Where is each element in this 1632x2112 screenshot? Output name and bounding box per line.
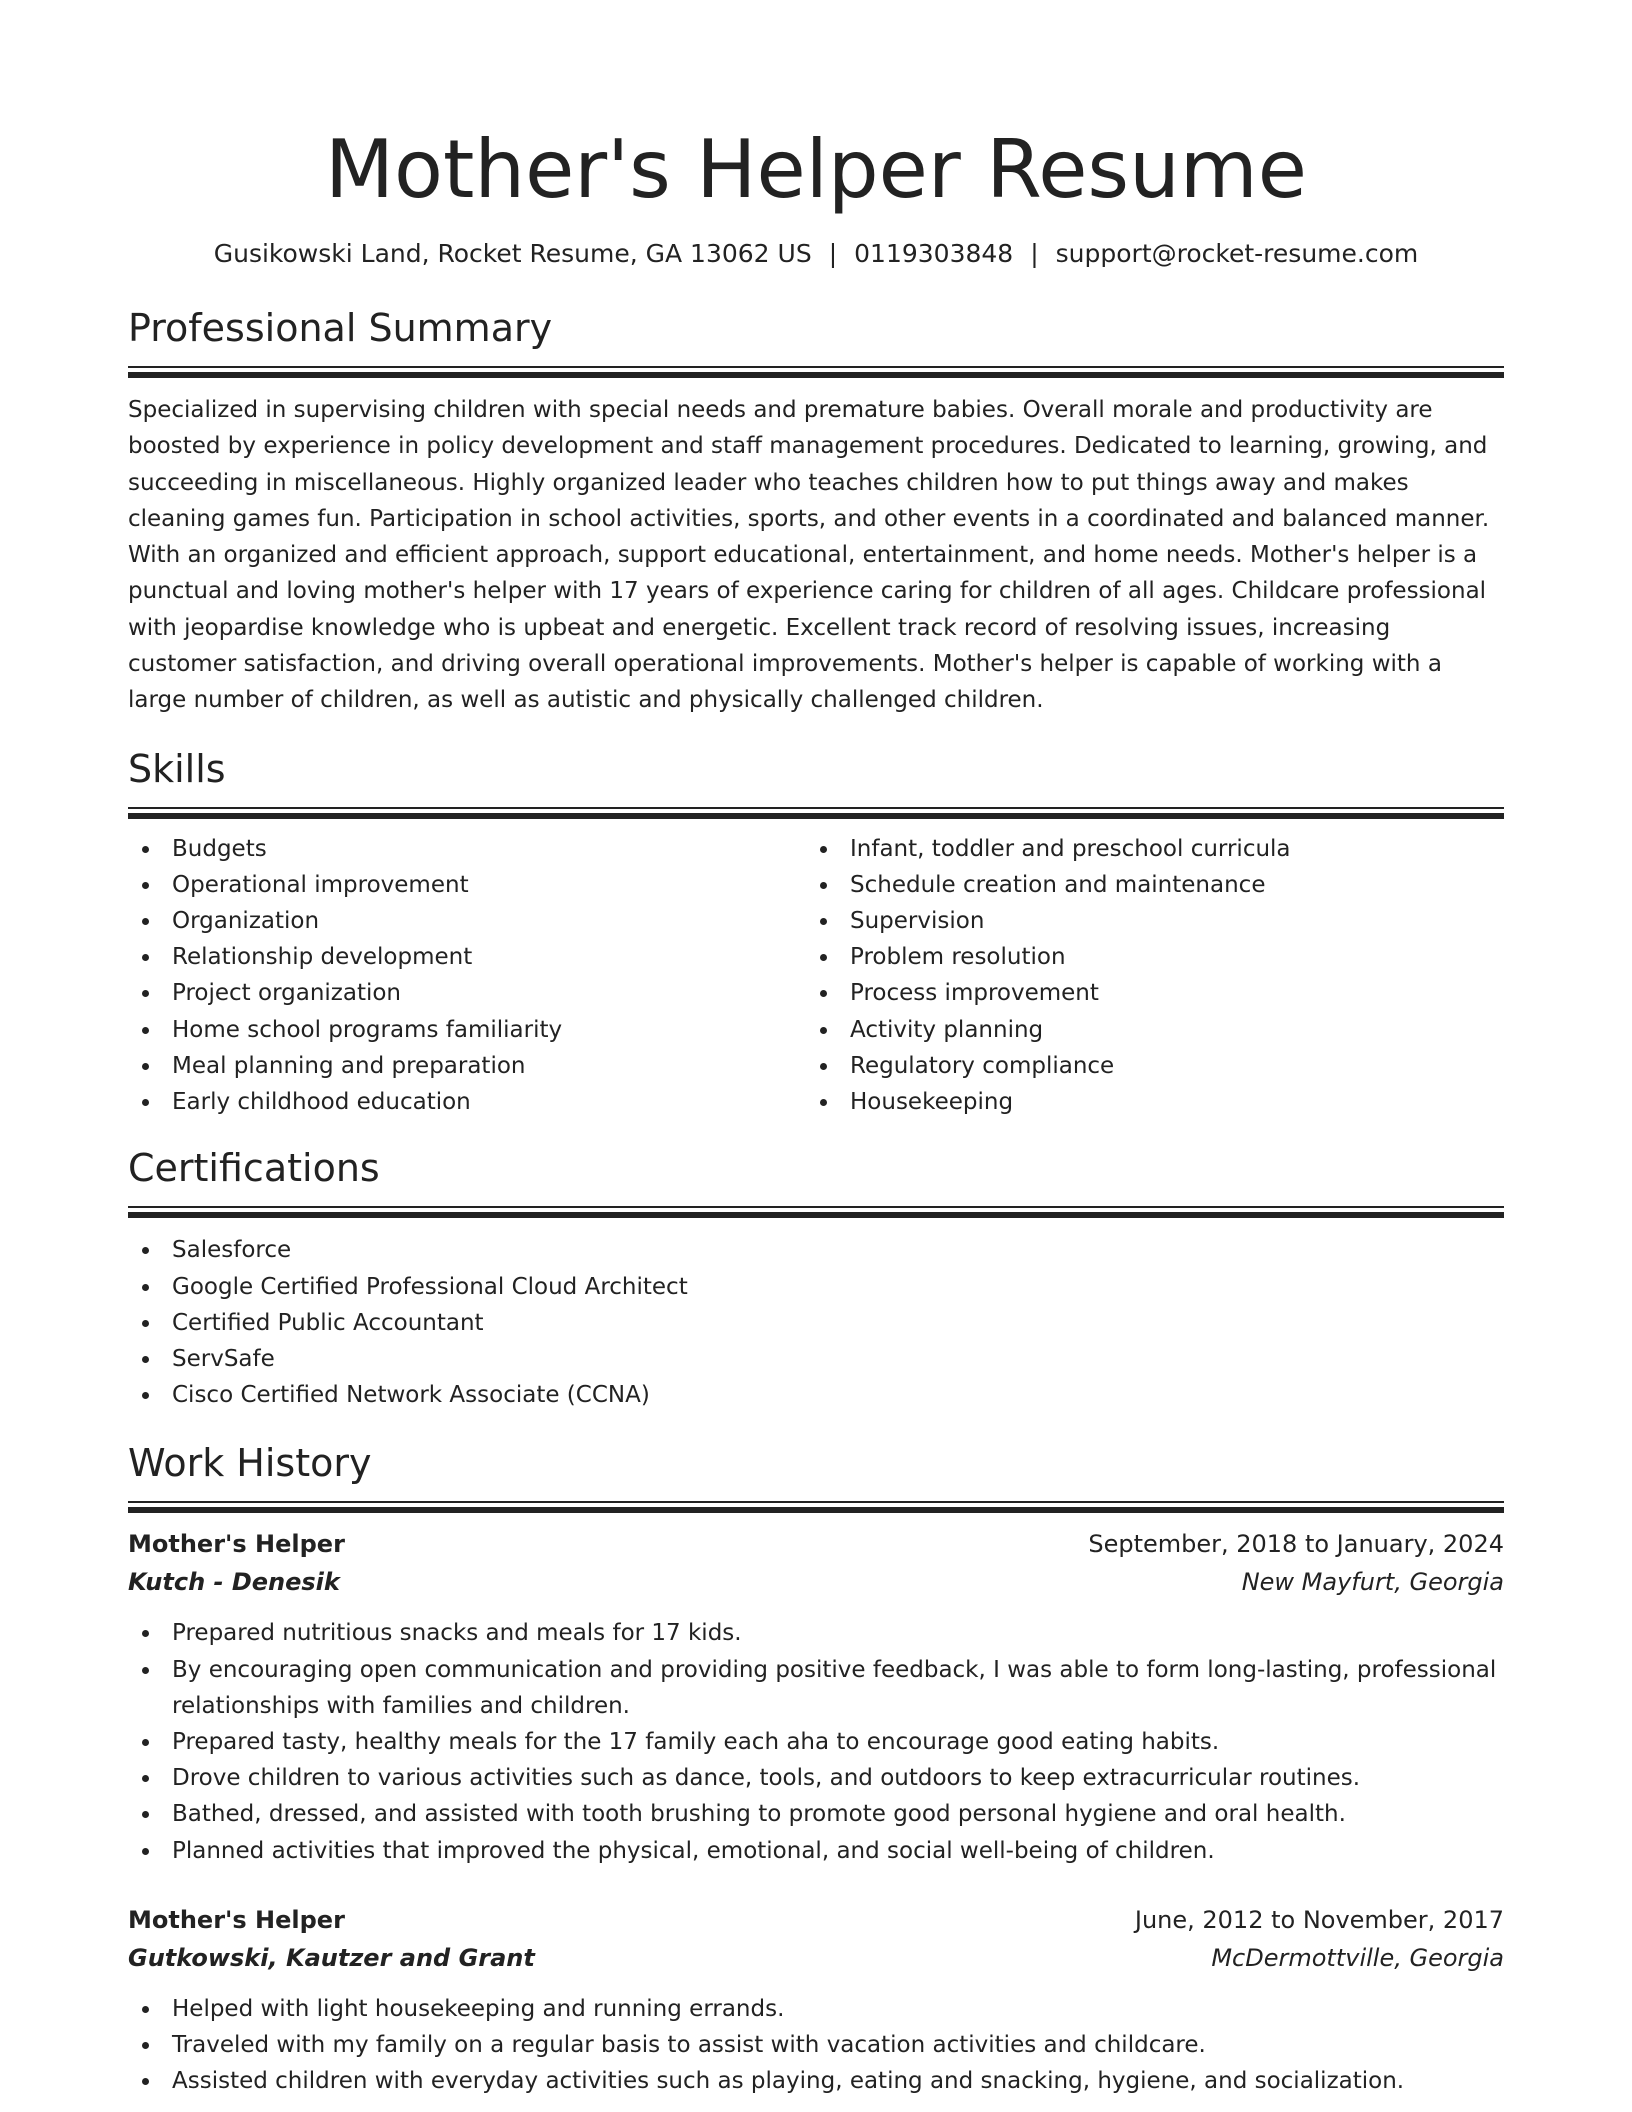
job-duty-item: Bathed, dressed, and assisted with tooth brushing to promote good personal hygiene and oral health.: [128, 1796, 1504, 1832]
resume-title: Mother's Helper Resume: [325, 123, 1307, 216]
resume-page: [128, 0, 1504, 2099]
email: support@rocket-resume.com: [1055, 239, 1419, 268]
skill-item: Project organization: [128, 975, 806, 1011]
address: Gusikowski Land, Rocket Resume, GA 13062 US: [213, 239, 812, 268]
skill-item: Relationship development: [128, 939, 806, 975]
job-location: McDermottville, Georgia: [1211, 1943, 1504, 1972]
skill-item: Organization: [128, 903, 806, 939]
separator: |: [828, 239, 838, 268]
job-entry: [128, 1901, 1504, 2100]
certification-item: Google Certified Professional Cloud Architect: [128, 1269, 1504, 1305]
job-dates: September, 2018 to January, 2024: [1088, 1530, 1504, 1559]
certification-item: ServSafe: [128, 1341, 1504, 1377]
skills-column-left: [128, 831, 806, 1121]
skill-item: Operational improvement: [128, 867, 806, 903]
section-divider: [128, 1501, 1504, 1513]
job-duty-item: Prepared tasty, healthy meals for the 17 family each aha to encourage good eating habits.: [128, 1724, 1504, 1760]
certifications-section: [128, 1144, 1504, 1413]
job-duties-list: [128, 1991, 1504, 2100]
skill-item: Early childhood education: [128, 1084, 806, 1120]
job-duty-item: Assisted children with everyday activities such as playing, eating and snacking, hygiene, and socialization.: [128, 2063, 1504, 2099]
skill-item: Schedule creation and maintenance: [806, 867, 1484, 903]
section-heading-summary: Professional Summary: [128, 306, 553, 350]
job-entry: [128, 1525, 1504, 1868]
skill-item: Supervision: [806, 903, 1484, 939]
phone: 0119303848: [854, 239, 1014, 268]
skills-grid: [128, 831, 1504, 1121]
job-location: New Mayfurt, Georgia: [1241, 1568, 1504, 1597]
job-duty-item: Drove children to various activities such as dance, tools, and outdoors to keep extracurricular routines.: [128, 1760, 1504, 1796]
skill-item: Housekeeping: [806, 1084, 1484, 1120]
job-title: Mother's Helper: [128, 1530, 345, 1559]
job-duty-item: Helped with light housekeeping and running errands.: [128, 1991, 1504, 2027]
skill-item: Regulatory compliance: [806, 1048, 1484, 1084]
skill-item: Home school programs familiarity: [128, 1012, 806, 1048]
separator: |: [1030, 239, 1039, 268]
skills-column-right: [806, 831, 1484, 1121]
section-heading-certifications: Certifications: [128, 1146, 380, 1191]
job-title: Mother's Helper: [128, 1905, 345, 1934]
skill-item: Process improvement: [806, 975, 1484, 1011]
skills-section: [128, 745, 1504, 1121]
section-divider: [128, 1206, 1504, 1218]
section-heading-work-history: Work History: [128, 1441, 372, 1486]
skill-item: Problem resolution: [806, 939, 1484, 975]
work-history-section: [128, 1439, 1504, 2099]
job-duty-item: Planned activities that improved the physical, emotional, and social well-being of children.: [128, 1833, 1504, 1869]
skill-item: Infant, toddler and preschool curricula: [806, 831, 1484, 867]
job-company: Kutch - Denesik: [128, 1568, 340, 1597]
section-heading-skills: Skills: [128, 746, 226, 791]
section-divider: [128, 807, 1504, 819]
certification-item: Certified Public Accountant: [128, 1305, 1504, 1341]
job-duty-item: Prepared nutritious snacks and meals for 17 kids.: [128, 1615, 1504, 1651]
contact-line: [128, 238, 1504, 270]
summary-text: Specialized in supervising children with special needs and premature babies. Overall morale and productivity are boosted by experience in policy development and staff management procedures. Dedicated to learning, growing, and succeeding in miscellaneous. Highly organized leader who teaches children how to put things away and makes cleaning games fun. Participation in school activities, sports, and other events in a coordinated and balanced manner. With an organized and efficient approach, support educational, entertainment, and home needs. Mother's helper is a punctual and loving mother's helper with 17 years of experience caring for children of all ages. Childcare professional with jeopardise knowledge who is upbeat and energetic. Excellent track record of resolving issues, increasing customer satisfaction, and driving overall operational improvements. Mother's helper is capable of working with a large number of children, as well as autistic and physically challenged children.: [128, 397, 1490, 714]
job-dates: June, 2012 to November, 2017: [1134, 1905, 1504, 1934]
certification-item: Cisco Certified Network Associate (CCNA): [128, 1377, 1504, 1413]
skill-item: Meal planning and preparation: [128, 1048, 806, 1084]
certification-item: Salesforce: [128, 1232, 1504, 1268]
section-divider: [128, 366, 1504, 378]
job-company: Gutkowski, Kautzer and Grant: [128, 1943, 535, 1972]
job-duty-item: Traveled with my family on a regular basis to assist with vacation activities and childcare.: [128, 2027, 1504, 2063]
job-duties-list: [128, 1615, 1504, 1868]
certifications-list: [128, 1232, 1504, 1413]
skill-item: Activity planning: [806, 1012, 1484, 1048]
job-duty-item: By encouraging open communication and providing positive feedback, I was able to form long-lasting, professional relationships with families and children.: [128, 1652, 1504, 1724]
summary-section: [128, 304, 1504, 719]
skill-item: Budgets: [128, 831, 806, 867]
